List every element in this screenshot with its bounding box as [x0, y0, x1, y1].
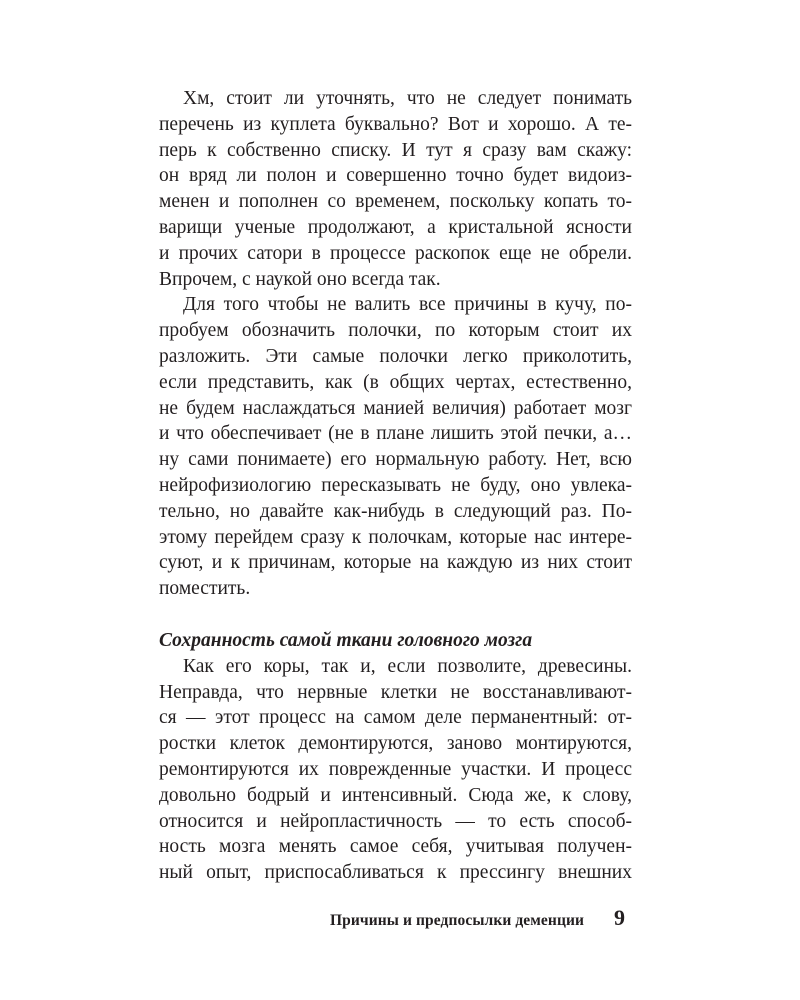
- text-line: ну сами понимаете) его нормальную работу. Нет, всю: [159, 449, 632, 471]
- text-line: Как его коры, так и, если позволите, древесины.: [183, 655, 632, 677]
- text-line: нейрофизиологию пересказывать не буду, оно увлека-: [159, 474, 632, 496]
- text-line: поместить.: [159, 578, 251, 600]
- text-line: суют, и к причинам, которые на каждую из них стоит: [159, 552, 632, 574]
- paragraph-shelves: [159, 292, 632, 602]
- text-line: разложить. Эти самые полочки легко приколотить,: [159, 345, 632, 367]
- text-line: и прочих сатори в процессе раскопок еще не обрели.: [159, 242, 632, 264]
- text-line: тельно, но давайте как-нибудь в следующий раз. По-: [159, 500, 632, 522]
- paragraph-brain-tissue: [159, 654, 632, 886]
- text-line: ся — этот процесс на самом деле перманентный: от-: [159, 707, 632, 729]
- text-line: перь к собственно списку. И тут я сразу вам скажу:: [159, 139, 632, 161]
- running-footer-title: Причины и предпосылки деменции: [330, 912, 585, 929]
- text-line: ный опыт, приспосабливаться к прессингу внешних: [159, 862, 632, 884]
- text-line: ность мозга менять самое себя, учитывая получен-: [159, 836, 632, 858]
- text-line: этому перейдем сразу к полочкам, которые нас интере-: [159, 526, 632, 548]
- text-line: Впрочем, с наукой оно всегда так.: [159, 268, 441, 290]
- text-line: ростки клеток демонтируются, заново монтируются,: [159, 733, 632, 755]
- paragraph-intro: [159, 86, 632, 292]
- text-line: ремонтируются их поврежденные участки. И процесс: [159, 758, 632, 780]
- text-line: он вряд ли полон и совершенно точно будет видоиз-: [159, 165, 632, 187]
- text-line: Неправда, что нервные клетки не восстанавливают-: [159, 681, 632, 703]
- text-line: и что обеспечивает (не в плане лишить этой печки, а…: [159, 423, 632, 445]
- text-line: не будем наслаждаться манией величия) работает мозг: [159, 397, 632, 419]
- book-page: [159, 86, 632, 886]
- section-heading: Сохранность самой ткани головного мозга: [159, 629, 533, 651]
- text-line: пробуем обозначить полочки, по которым стоит их: [159, 320, 632, 342]
- text-line: Хм, стоит ли уточнять, что не следует понимать: [183, 88, 632, 109]
- page-number: 9: [614, 905, 625, 930]
- text-line: менен и пополнен со временем, поскольку копать то-: [159, 191, 632, 213]
- text-line: относится и нейропластичность — то есть способ-: [159, 810, 632, 832]
- text-line: если представить, как (в общих чертах, естественно,: [159, 371, 632, 393]
- text-line: перечень из куплета буквально? Вот и хорошо. А те-: [159, 113, 632, 135]
- text-line: варищи ученые продолжают, а кристальной ясности: [159, 216, 632, 238]
- text-line: Для того чтобы не валить все причины в кучу, по-: [183, 294, 632, 316]
- section-spacer: [159, 602, 632, 628]
- text-line: довольно бодрый и интенсивный. Сюда же, к слову,: [159, 784, 632, 806]
